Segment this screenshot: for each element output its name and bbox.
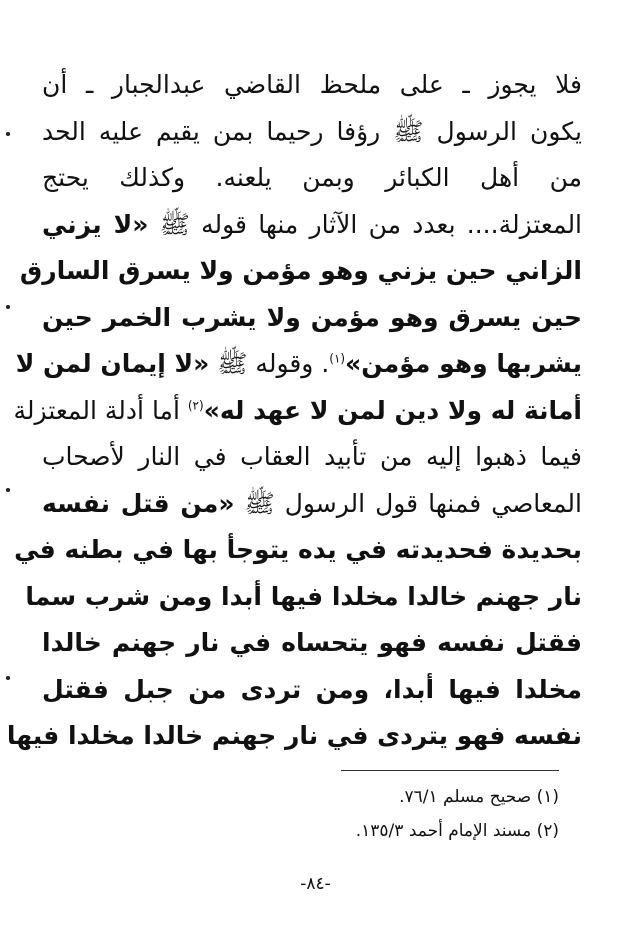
hadith-text: الزاني حين يزني وهو مؤمن ولا يسرق السارق <box>19 256 582 285</box>
text-line <box>42 295 582 342</box>
hadith-text: نار جهنم خالدا مخلدا فيها أبدا ومن شرب سما <box>25 581 582 611</box>
body-text: المعاصي فمنها قول الرسول ﷺ <box>234 488 582 518</box>
text-line <box>42 155 582 202</box>
hadith-text: مخلدا فيها أبدا، ومن تردى من جبل فقتل <box>42 674 582 704</box>
hadith-text: أمانة له ولا دين لمن لا عهد له» <box>203 395 582 425</box>
text-line <box>14 527 582 574</box>
margin-mark <box>6 305 10 309</box>
text-line <box>42 481 582 528</box>
hadith-text: «لا إيمان لمن لا <box>15 349 210 378</box>
text-line <box>42 620 582 667</box>
text-line <box>42 434 582 481</box>
text-line <box>42 667 582 714</box>
body-text: فلا يجوز ـ على ملحظ القاضي عبدالجبار ـ أن <box>42 70 582 99</box>
hadith-text: «لا يزني <box>42 209 149 239</box>
margin-mark <box>6 488 10 492</box>
hadith-text: نفسه فهو يتردى في نار جهنم خالدا مخلدا فيها <box>6 721 582 750</box>
body-text: أما أدلة المعتزلة <box>13 395 188 425</box>
text-line <box>13 388 582 435</box>
text-line <box>19 248 582 295</box>
body-text: من أهل الكبائر وبمن يلعنه. وكذلك يحتج <box>42 163 582 192</box>
text-line <box>42 109 582 156</box>
text-line <box>25 574 582 621</box>
text-line <box>15 341 582 388</box>
text-line <box>42 62 582 109</box>
text-line <box>42 202 582 249</box>
body-text: يكون الرسول ﷺ رؤفا رحيما بمن يقيم عليه الحد <box>42 116 582 146</box>
hadith-text: يشربها وهو مؤمن» <box>345 349 582 378</box>
text-line <box>6 713 582 760</box>
body-text: المعتزلة.... بعدد من الآثار منها قوله ﷺ <box>148 209 583 239</box>
body-text: فيما ذهبوا إليه من تأبيد العقاب في النار لأصحاب <box>42 442 582 471</box>
hadith-text: بحديدة فحديدته في يده يتوجأ بها في بطنه في <box>14 535 582 564</box>
main-text-block <box>6 62 583 760</box>
footnote-divider <box>341 770 559 771</box>
footnote-reference: (٢) <box>187 398 204 413</box>
footnote-2: (٢) مسند الإمام أحمد ١٣٥/٣. <box>355 821 559 841</box>
margin-mark <box>6 676 10 680</box>
body-text: . وقوله ﷺ <box>209 349 330 378</box>
footnote-reference: (١) <box>329 351 346 366</box>
footnote-1: (١) صحيح مسلم ٧٦/١. <box>399 787 559 807</box>
hadith-text: «من قتل نفسه <box>42 488 235 518</box>
footnotes <box>139 780 559 848</box>
page-number: -٨٤- <box>300 874 331 894</box>
hadith-text: حين يسرق وهو مؤمن ولا يشرب الخمر حين <box>42 302 582 332</box>
margin-mark <box>6 132 10 136</box>
hadith-text: فقتل نفسه فهو يتحساه في نار جهنم خالدا <box>42 628 582 657</box>
